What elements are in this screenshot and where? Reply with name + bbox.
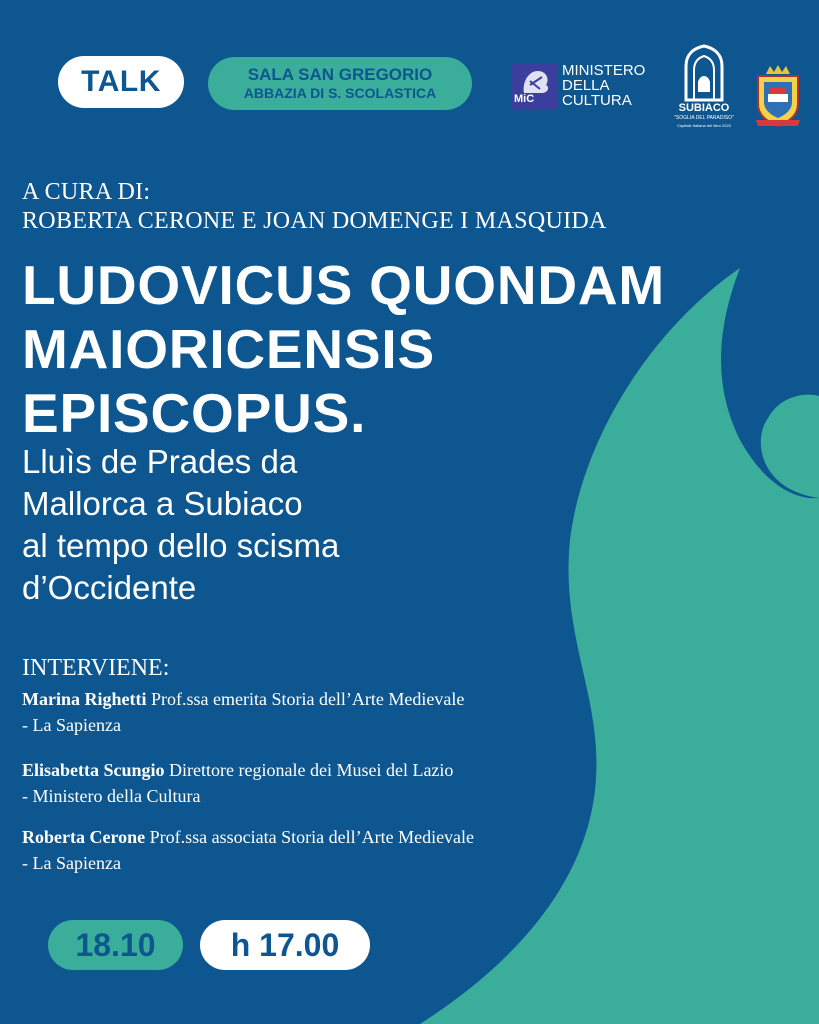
- speaker-org: - La Sapienza: [22, 715, 121, 735]
- speaker-org: - La Sapienza: [22, 853, 121, 873]
- speaker-org: - Ministero della Cultura: [22, 786, 201, 806]
- subiaco-caption: Capitale Italiana del libro 2023: [677, 123, 731, 128]
- subtitle-line1: Lluìs de Prades da: [22, 443, 298, 480]
- speaker-item: [22, 757, 453, 809]
- mic-abbr: MiC: [514, 93, 535, 105]
- speaker-name: Marina Righetti: [22, 689, 147, 709]
- talk-badge: TALK: [58, 56, 184, 108]
- subiaco-arch-icon: [672, 44, 736, 102]
- subtitle-line4: d’Occidente: [22, 569, 197, 606]
- curated-label: A CURA DI:: [22, 179, 151, 205]
- speaker-name: Elisabetta Scungio: [22, 760, 165, 780]
- ministry-logo: [512, 63, 660, 111]
- title-line1: LUDOVICUS QUONDAM: [22, 254, 666, 316]
- ministry-line2: DELLA: [562, 77, 610, 94]
- event-date-badge: 18.10: [48, 920, 183, 970]
- curated-names: ROBERTA CERONE E JOAN DOMENGE I MASQUIDA: [22, 208, 607, 234]
- speaker-item: [22, 824, 474, 876]
- event-time-badge: h 17.00: [200, 920, 370, 970]
- speaker-role: Prof.ssa emerita Storia dell’Arte Medievale: [150, 689, 465, 709]
- ministry-name: [562, 63, 645, 108]
- title-line3: EPISCOPUS.: [22, 382, 367, 444]
- venue-name: SALA SAN GREGORIO: [247, 64, 433, 84]
- event-subtitle: [22, 441, 339, 609]
- ministry-line3: CULTURA: [562, 92, 632, 109]
- subtitle-line3: al tempo dello scisma: [22, 527, 340, 564]
- subiaco-logo: [672, 44, 736, 136]
- subiaco-name: SUBIACO: [678, 102, 730, 114]
- subiaco-tagline: "SOGLIA DEL PARADISO": [674, 115, 734, 121]
- curated-by: [22, 178, 607, 236]
- ministry-line1: MINISTERO: [562, 62, 646, 79]
- speaker-name: Roberta Cerone: [22, 827, 146, 847]
- venue-badge: [208, 57, 472, 110]
- title-line2: MAIORICENSIS: [22, 318, 435, 380]
- subtitle-line2: Mallorca a Subiaco: [22, 485, 303, 522]
- speaker-item: [22, 686, 464, 738]
- venue-location: ABBAZIA DI S. SCOLASTICA: [243, 84, 437, 101]
- speaker-role: Prof.ssa associata Storia dell’Arte Medievale: [149, 827, 475, 847]
- event-title: [22, 253, 665, 445]
- speaker-role: Direttore regionale dei Musei del Lazio: [169, 760, 454, 780]
- coat-of-arms-icon: [752, 64, 804, 128]
- speakers-heading: INTERVIENE:: [22, 655, 170, 681]
